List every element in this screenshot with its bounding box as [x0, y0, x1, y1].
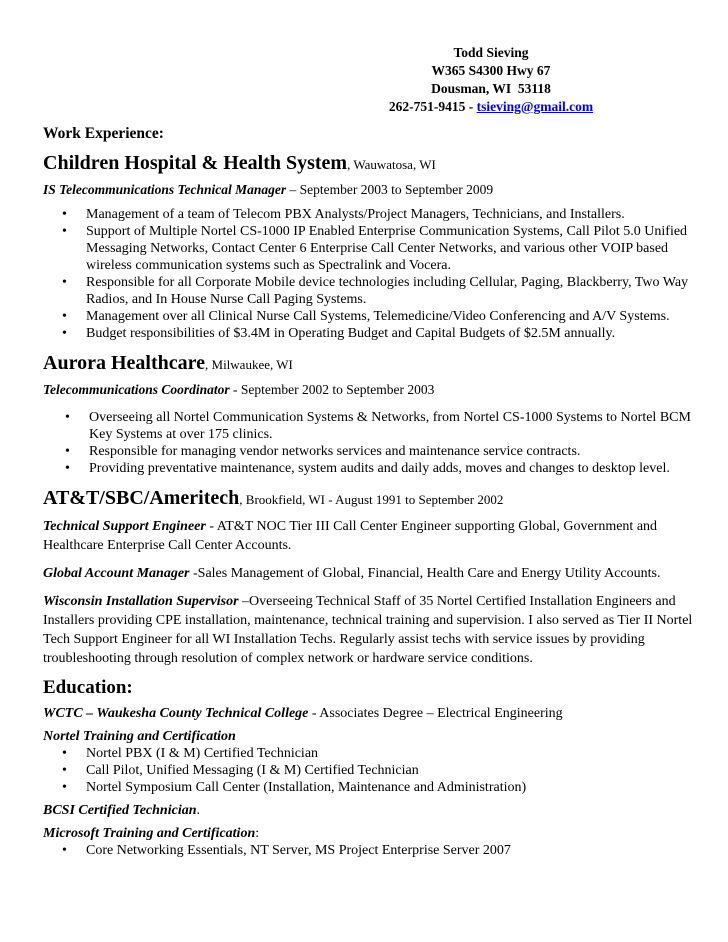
contact-email-link[interactable]: tsieving@gmail.com	[476, 99, 594, 114]
college-line	[43, 705, 693, 722]
bullet-icon: •	[62, 746, 67, 761]
list-item: • Management over all Clinical Nurse Call Systems, Telemedicine/Video Conferencing and A/V Systems.	[62, 309, 670, 324]
bullet-icon: •	[65, 444, 70, 459]
microsoft-training-heading: Microsoft Training and Certification:	[43, 826, 260, 841]
list-item: • Responsible for all Corporate Mobile device technologies including Cellular, Paging, Blackberry, Two Way Radios, and In House Nurse Call Paging Systems.	[62, 275, 689, 307]
education-heading: Education:	[43, 677, 133, 698]
microsoft-certification-list	[43, 842, 693, 859]
nortel-training-heading: Nortel Training and Certification	[43, 729, 236, 744]
role-title: Technical Support Engineer	[43, 519, 206, 534]
resume-page	[43, 44, 693, 859]
contact-phone: 262-751-9415 -	[388, 99, 477, 114]
job-title-line	[43, 381, 693, 398]
list-item: • Support of Multiple Nortel CS-1000 IP Enabled Enterprise Communication Systems, Call Pilot 5.0 Unified Messaging Networks, Contact Center 6 Enterprise Call Center Networks, and various other VOIP based wireless communication systems such as Spectralink and Vocera.	[62, 224, 688, 273]
list-item: • Nortel Symposium Call Center (Installation, Maintenance and Administration)	[62, 780, 527, 795]
employer-line	[43, 351, 693, 378]
work-experience-heading: Work Experience:	[43, 125, 164, 142]
role-title: Global Account Manager	[43, 566, 190, 581]
role-paragraph	[43, 517, 693, 555]
employer-location: , Wauwatosa, WI	[347, 157, 436, 172]
bullet-icon: •	[62, 763, 67, 778]
role-description: - AT&T NOC Tier III Call Center Engineer supporting Global, Government and Healthcare Enterprise Call Center Accounts.	[43, 519, 658, 553]
list-item: • Responsible for managing vendor networks services and maintenance service contracts.	[65, 444, 581, 459]
employer-line	[43, 151, 693, 178]
employer-name: Aurora Healthcare	[43, 352, 206, 374]
job-dates: - September 2002 to September 2003	[229, 382, 435, 397]
bullet-icon: •	[62, 326, 67, 341]
bullet-icon: •	[62, 843, 67, 858]
job-bullet-list	[43, 409, 693, 477]
college-name: WCTC – Waukesha County Technical College	[43, 706, 309, 721]
list-item: • Providing preventative maintenance, system audits and daily adds, moves and changes to desktop level.	[65, 461, 670, 476]
employer-location: , Brookfield, WI - August 1991 to September 2002	[239, 492, 504, 507]
list-item: • Budget responsibilities of $3.4M in Operating Budget and Capital Budgets of $2.5M annually.	[62, 326, 616, 341]
job-title: IS Telecommunications Technical Manager	[43, 182, 287, 197]
job-bullet-list	[43, 206, 693, 342]
employer-name: AT&T/SBC/Ameritech	[43, 487, 240, 509]
role-description: –Overseeing Technical Staff of 35 Nortel Certified Installation Engineers and Installers providing CPE installation, maintenance, technical training and supervision. I also served as Tier II Nortel Tech Support Engineer for all WI Installation Techs. Regularly assist techs with service issues by providing troubleshooting through resolution of complex network or hardware service conditions.	[43, 594, 693, 666]
contact-phone-email-line	[281, 98, 701, 116]
list-item: • Overseeing all Nortel Communication Systems & Networks, from Nortel CS-1000 Systems to Nortel BCM Key Systems at over 175 clinics.	[65, 410, 691, 442]
bullet-icon: •	[62, 224, 67, 239]
list-item: • Core Networking Essentials, NT Server, MS Project Enterprise Server 2007	[62, 843, 511, 858]
bullet-icon: •	[62, 309, 67, 324]
contact-address-line2: Dousman, WI 53118	[431, 81, 551, 96]
list-item: • Call Pilot, Unified Messaging (I & M) Certified Technician	[62, 763, 419, 778]
college-degree: - Associates Degree – Electrical Engineering	[308, 706, 563, 721]
contact-name: Todd Sieving	[453, 45, 529, 60]
employer-line	[43, 486, 693, 513]
job-title-line	[43, 181, 693, 198]
bullet-icon: •	[65, 410, 70, 425]
nortel-certification-list	[43, 745, 693, 796]
role-title: Wisconsin Installation Supervisor	[43, 594, 239, 609]
employer-location: , Milwaukee, WI	[205, 357, 293, 372]
bullet-icon: •	[62, 207, 67, 222]
employer-name: Children Hospital & Health System	[43, 152, 348, 174]
list-item: • Management of a team of Telecom PBX Analysts/Project Managers, Technicians, and Installers.	[62, 207, 625, 222]
contact-address-line1: W365 S4300 Hwy 67	[431, 63, 551, 78]
job-dates: – September 2003 to September 2009	[286, 182, 494, 197]
role-paragraph	[43, 564, 693, 583]
role-paragraph	[43, 592, 693, 668]
list-item: • Nortel PBX (I & M) Certified Technician	[62, 746, 319, 761]
bullet-icon: •	[65, 461, 70, 476]
role-description: -Sales Management of Global, Financial, Health Care and Energy Utility Accounts.	[189, 566, 661, 581]
job-title: Telecommunications Coordinator	[43, 382, 230, 397]
contact-header	[281, 44, 701, 116]
bullet-icon: •	[62, 275, 67, 290]
bcsi-certification-line: BCSI Certified Technician.	[43, 803, 201, 818]
bullet-icon: •	[62, 780, 67, 795]
